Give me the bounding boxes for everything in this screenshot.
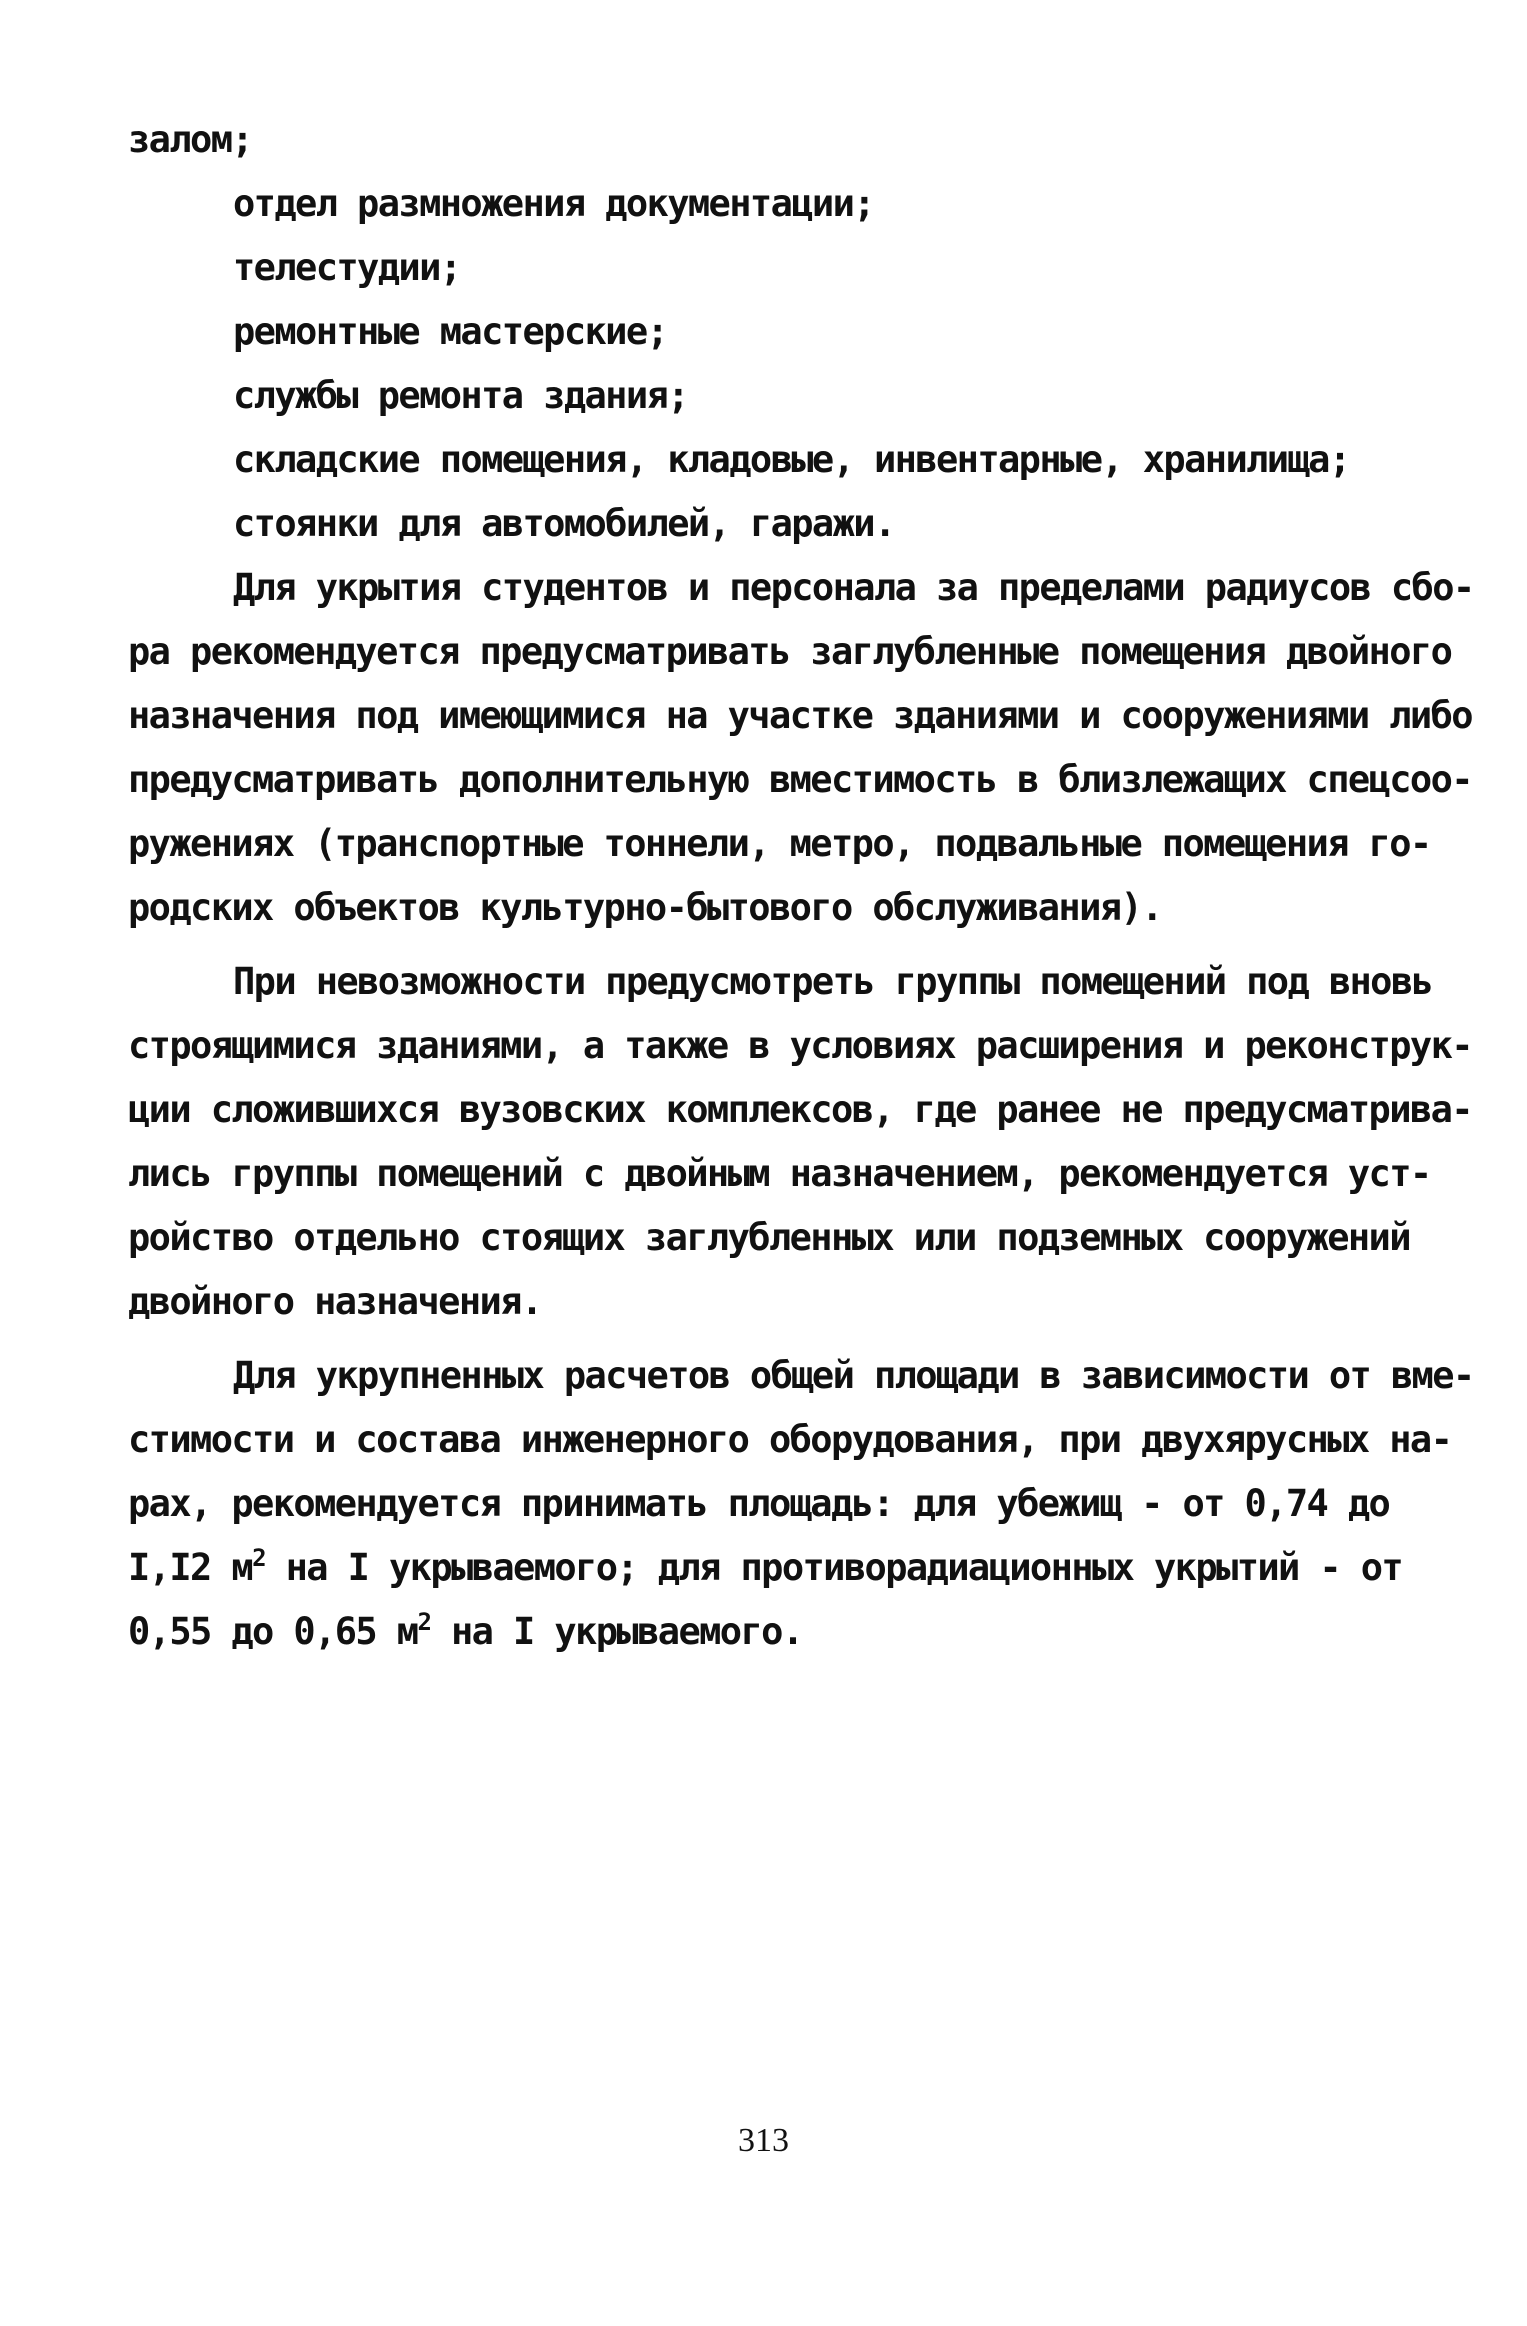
- paragraph-line: рах, рекомендуется принимать площадь: для убежищ - от 0,74 до: [128, 1482, 1390, 1525]
- text-segment: I,I2 м: [128, 1546, 253, 1589]
- paragraph-line-with-superscript: [128, 1600, 1448, 1664]
- paragraph-line: предусматривать дополнительную вместимость в близлежащих спецсоо-: [128, 758, 1472, 801]
- paragraph-line: ружениях (транспортные тоннели, метро, подвальные помещения го-: [128, 822, 1431, 865]
- paragraph-line: ции сложившихся вузовских комплексов, где ранее не предусматрива-: [128, 1088, 1472, 1131]
- paragraph-line: ройство отдельно стоящих заглубленных или подземных сооружений: [128, 1216, 1410, 1259]
- paragraph-line: Для укрупненных расчетов общей площади в зависимости от вме-: [233, 1354, 1474, 1397]
- paragraph-line-with-superscript: [128, 1536, 1448, 1600]
- paragraph-line: Для укрытия студентов и персонала за пределами радиусов сбо-: [233, 566, 1474, 609]
- paragraph-line: При невозможности предусмотреть группы помещений под вновь: [233, 960, 1433, 1003]
- text-segment: на I укрываемого; для противорадиационных укрытий - от: [264, 1546, 1403, 1589]
- list-item: складские помещения, кладовые, инвентарные, хранилища;: [233, 438, 1350, 481]
- list-item: ремонтные мастерские;: [233, 310, 668, 353]
- paragraph-line: двойного назначения.: [128, 1280, 542, 1323]
- paragraph-separate-structures: [128, 950, 1472, 1334]
- paragraph-shelter-placement: [128, 556, 1474, 940]
- list-continuation: залом;: [128, 118, 253, 161]
- list-item: отдел размножения документации;: [233, 182, 874, 225]
- superscript: 2: [252, 1544, 265, 1572]
- paragraph-line: назначения под имеющимися на участке зданиями и сооружениями либо: [128, 694, 1472, 737]
- paragraph-area-calculation: [128, 1344, 1474, 1664]
- page-number: 313: [738, 2122, 789, 2159]
- body-text: [128, 108, 1474, 1664]
- list-item: службы ремонта здания;: [233, 374, 688, 417]
- text-segment: 0,55 до 0,65 м: [128, 1610, 418, 1653]
- list-item: стоянки для автомобилей, гаражи.: [233, 502, 895, 545]
- superscript: 2: [417, 1608, 431, 1636]
- paragraph-line: строящимися зданиями, а также в условиях расширения и реконструк-: [128, 1024, 1472, 1067]
- paragraph-line: стимости и состава инженерного оборудования, при двухярусных на-: [128, 1418, 1452, 1461]
- paragraph-line: родских объектов культурно-бытового обслуживания).: [128, 886, 1162, 929]
- paragraph-line: ра рекомендуется предусматривать заглубленные помещения двойного: [128, 630, 1452, 673]
- text-segment: на I укрываемого.: [430, 1610, 803, 1653]
- paragraph-line: лись группы помещений с двойным назначением, рекомендуется уст-: [128, 1152, 1431, 1195]
- list-item: телестудии;: [233, 246, 461, 289]
